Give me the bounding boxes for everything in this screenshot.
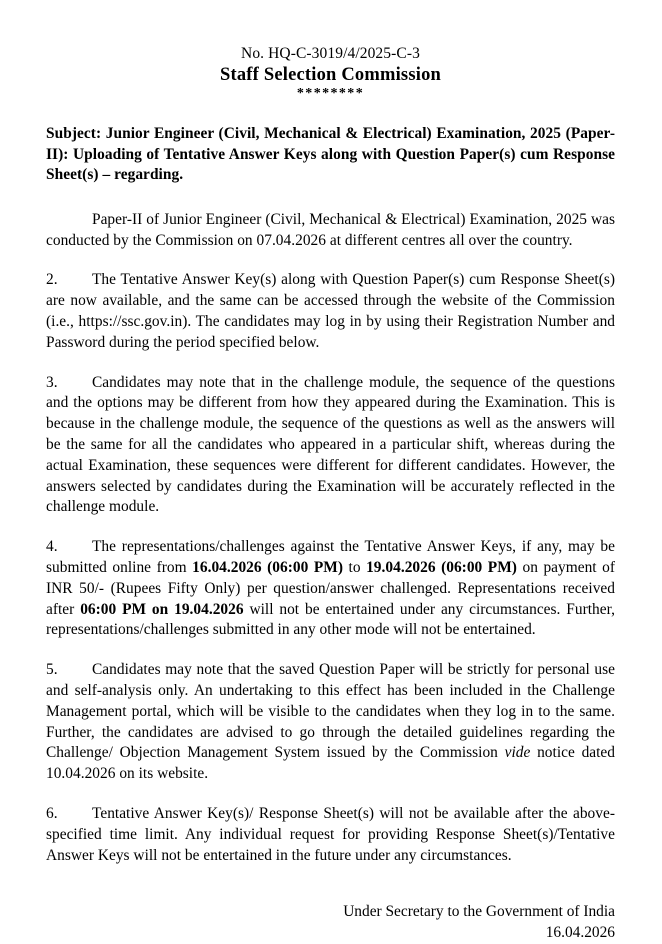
vide-emphasis: vide <box>504 744 531 762</box>
challenge-deadline: 06:00 PM on 19.04.2026 <box>80 600 244 618</box>
paragraph-3-text: Candidates may note that in the challenge module, the sequence of the questions and the options may be different from how they appeared during the Examination. This is because in the challenge module, the sequence of the questions as well as the answers will be the same for all the candidates who appeared in a particular shift, whereas during the actual Examination, these sequences were different for different candidates. However, the answers selected by candidates during the Examination will be accurately reflected in the challenge module. <box>46 373 615 516</box>
paragraph-4 <box>46 537 615 641</box>
subject-line: Subject: Junior Engineer (Civil, Mechanical & Electrical) Examination, 2025 (Paper-II): Uploading of Tentative Answer Keys along with Question Paper(s) cum Response Sheet(s) – regarding. <box>46 125 615 184</box>
challenge-window-end: 19.04.2026 (06:00 PM) <box>366 558 517 576</box>
paragraph-4-number: 4. <box>46 538 58 556</box>
document-header <box>46 44 615 101</box>
paragraph-6 <box>46 804 615 866</box>
paragraph-4-text-part-4: will not be entertained under any circumstances. Further, representations/challenges submitted in any other mode will not be entertained. <box>46 600 615 639</box>
challenge-window-start: 16.04.2026 (06:00 PM) <box>192 558 343 576</box>
organization-name: Staff Selection Commission <box>219 65 442 85</box>
paragraph-2 <box>46 270 615 353</box>
paragraph-4-text-part-1: The representations/challenges against the Tentative Answer Keys, if any, may be submitted online from <box>46 538 615 576</box>
signature-date: 16.04.2026 <box>545 924 615 942</box>
reference-number: No. HQ-C-3019/4/2025-C-3 <box>241 45 420 62</box>
paragraph-4-text-part-2: to <box>342 558 367 576</box>
paragraph-6-number: 6. <box>46 804 58 822</box>
paragraph-3 <box>46 373 615 519</box>
header-separator: ******** <box>296 86 365 101</box>
signatory-designation: Under Secretary to the Government of India <box>343 903 615 921</box>
paragraph-5-text-part-1: Candidates may note that the saved Question Paper will be strictly for personal use and self-analysis only. An undertaking to this effect has been included in the Challenge Management portal, which will be visible to the candidates when they log in to the same. Further, the candidates are advised to go through the detailed guidelines regarding the Challenge/ Objection Management System issued by the Commission <box>46 661 615 762</box>
paragraph-2-number: 2. <box>46 271 58 289</box>
paragraph-3-number: 3. <box>46 373 58 391</box>
signature-block <box>46 902 615 944</box>
paragraph-6-text: Tentative Answer Key(s)/ Response Sheet(s) will not be available after the above-specified time limit. Any individual request for providing Response Sheet(s)/Tentative Answer Keys will not be entertained in the future under any circumstances. <box>46 804 615 864</box>
paragraph-5-number: 5. <box>46 661 58 679</box>
paragraph-intro: Paper-II of Junior Engineer (Civil, Mechanical & Electrical) Examination, 2025 was conducted by the Commission on 07.04.2026 at different centres all over the country. <box>46 210 615 249</box>
paragraph-2-text: The Tentative Answer Key(s) along with Question Paper(s) cum Response Sheet(s) are now available, and the same can be accessed through the website of the Commission (i.e., https://ssc.gov.in). The candidates may log in by using their Registration Number and Password during the period specified below. <box>46 271 615 351</box>
paragraph-5-text-part-2: notice dated 10.04.2026 on its website. <box>46 744 615 783</box>
paragraph-5 <box>46 660 615 785</box>
paragraph-4-text-part-3: on payment of INR 50/- (Rupees Fifty Only) per question/answer challenged. Representations received after <box>46 558 616 618</box>
